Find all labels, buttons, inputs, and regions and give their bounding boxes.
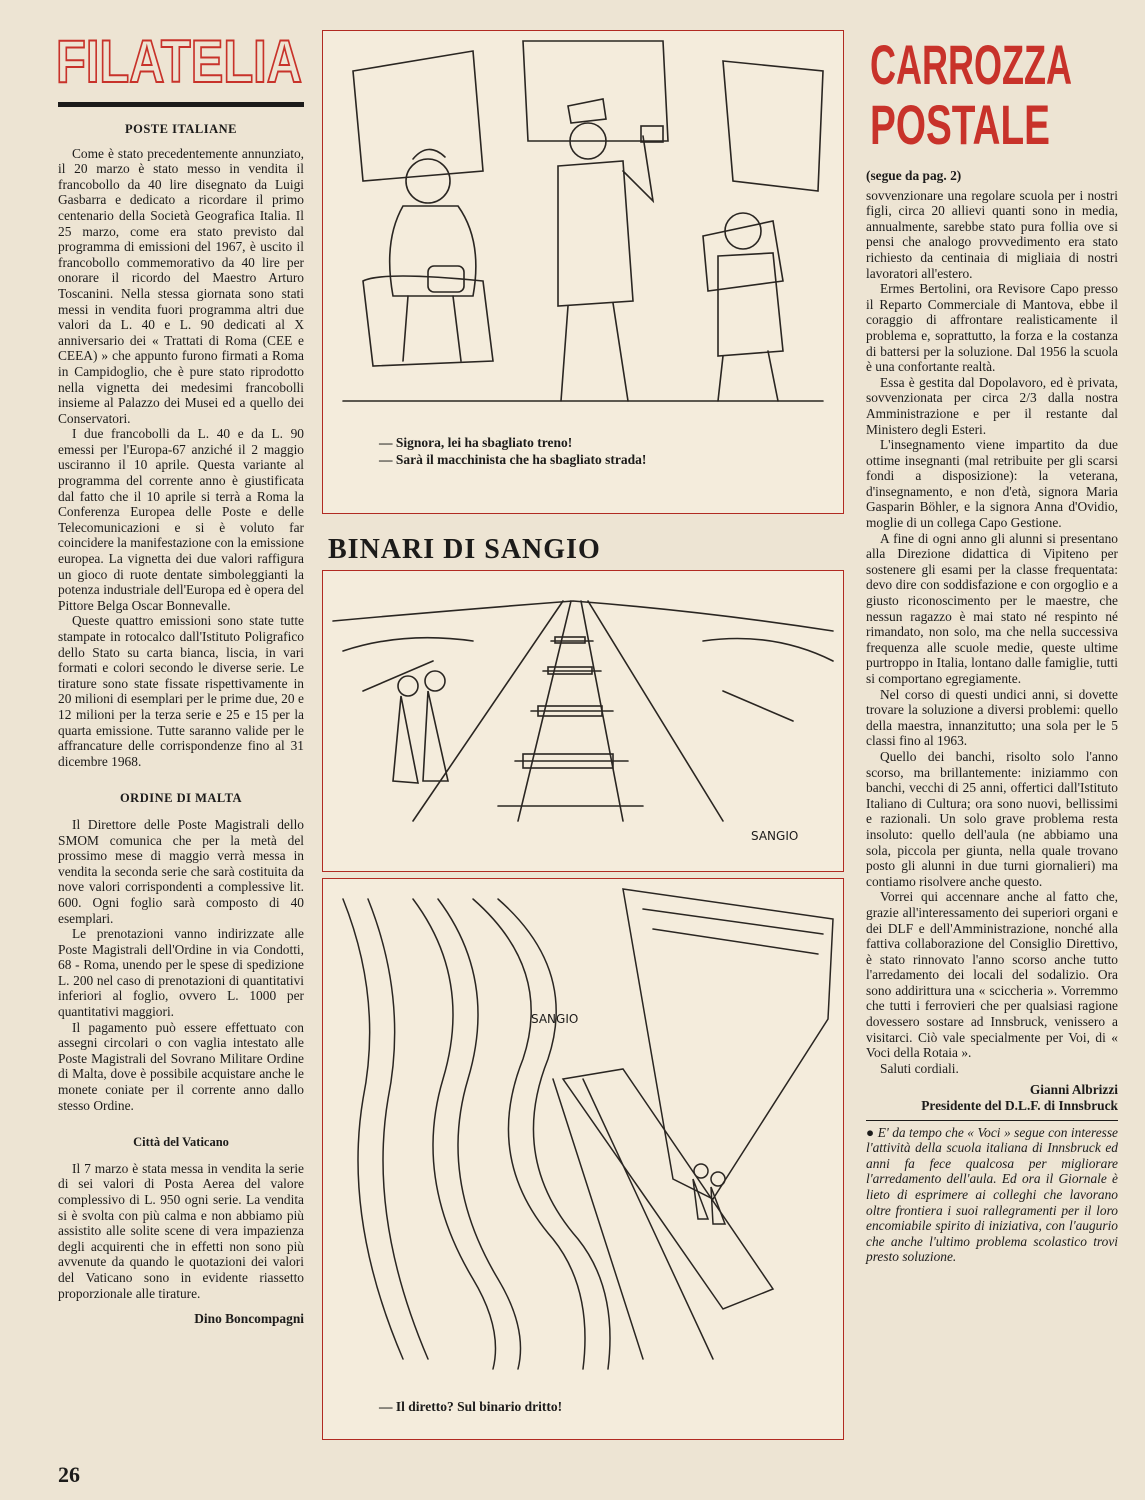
carrozza-postale-column (866, 168, 1118, 1265)
carrozza-postale-title (866, 30, 1076, 156)
cartoon-illustration-1 (323, 31, 843, 431)
editorial-note-text: E' da tempo che « Voci » segue con interesse l'attività della scuola italiana di Innsbruck ed anni fa fece qualcosa per migliorare l'arredamento dell'aula. Ed ora il Giornale è lieto di esprimere ai colleghi che lavorano oltre frontiera i suoi rallegramenti per il loro encomiabile spirito di iniziativa, con l'augurio che anche l'ultimo problema scolastico trovi presto soluzione. (866, 1124, 1118, 1265)
paragraph: Saluti cordiali. (880, 1060, 959, 1076)
paragraph: Le prenotazioni vanno indirizzate alle Poste Magistrali dell'Ordine in via Condotti, 68 - Roma, unendo per le spese di spedizione L. 200 nel caso di prenotazioni di quantitativi inferiori al foglio, ovvero L. 1000 per quantitativi maggiori. (58, 926, 304, 1020)
cartoon-caption-line: — Signora, lei ha sbagliato treno! (379, 435, 573, 450)
page-number: 26 (58, 1462, 80, 1487)
filatelia-title (54, 28, 304, 95)
title-line: POSTALE (870, 93, 1050, 156)
section-heading-poste-italiane: POSTE ITALIANE (124, 122, 237, 136)
cartoon-illustration-2 (323, 571, 843, 831)
editorial-note (866, 1125, 1118, 1265)
paragraph: I due francobolli da L. 40 e da L. 90 emessi per l'Europa-67 anziché il 2 maggio usciranno il 10 aprile. Questa variante al programma del corrente anno è giustificata dal fatto che il 10 aprile si terrà a Roma la Conferenza Europea delle Poste e delle Telecomunicazioni e si è voluto far coincidere la manifestazione con la emissione europea. La vignetta dei due valori raffigura un gioco di ruote dentate simboleggianti la potenza industriale dell'Europa ed è opera del Pittore Belga Oscar Bonnevalle. (58, 426, 304, 613)
cartoon-illustration-3 (323, 879, 843, 1379)
title-rule (58, 102, 304, 107)
filatelia-title-text: FILATELIA (56, 28, 302, 95)
paragraph: Il Direttore delle Poste Magistrali dello SMOM comunica che per la metà del prossimo mese di maggio verrà messa in vendita la seconda serie che sarà costituita da nove valori corrispondenti a complessive lit. 600. Ogni foglio sarà composto di 40 esemplari. (58, 816, 304, 926)
paragraph: Il 7 marzo è stata messa in vendita la serie di sei valori di Posta Aerea del valore complessivo di L. 950 ogni serie. La vendita si è svolta con più calma e non abbiamo più assistito alle solite scene di vera impazienza degli acquirenti che in effetti non sono più avvenute da quando le quotazioni dei valori del Vaticano sono in evidente riassetto proporzionale alle tirature. (58, 1160, 304, 1301)
cartoon-caption: — Il diretto? Sul binario dritto! (379, 1399, 563, 1414)
paragraph: L'insegnamento viene impartito da due ottime insegnanti (mal retribuite per gli scarsi fondi a disposizione): la veterana, d'insegnamento, e non d'età, signora Maria Gasparin Böhler, e la signora Anna d'Ovidio, moglie di un collega Capo Gestione. (866, 437, 1118, 531)
artist-signature: SANGIO (531, 1012, 579, 1026)
section-heading-ordine-di-malta: ORDINE DI MALTA (119, 791, 243, 806)
title-line: CARROZZA (870, 33, 1072, 96)
section-heading-citta-del-vaticano: Città del Vaticano (133, 1135, 229, 1150)
bullet-icon: ● (866, 1124, 878, 1140)
signature-title: Presidente del D.L.F. di Innsbruck (921, 1098, 1118, 1114)
paragraph: Nel corso di questi undici anni, si dovette trovare la soluzione a diversi problemi: quello della maestra, innanzitutto; una sola per le 5 classi fino al 1963. (866, 686, 1118, 749)
paragraph: A fine di ogni anno gli alunni si presentano alla Direzione didattica di Vipiteno per sostenere gli esami per la classe frequentata: devo dire con soddisfazione e con orgoglio e a giusto riconoscimento per le maestre, che nessun ragazzo è mai stato né respinto né rimandato, non solo, ma che nella successiva frequenza alle scuole medie, queste ultime purtroppo in Italia, lontano dalle famiglie, tutti si comportano egregiamente. (866, 530, 1118, 686)
cartoon-wavy-tracks (322, 878, 844, 1440)
author-signature: Dino Boncompagni (194, 1311, 304, 1327)
artist-signature: SANGIO (751, 829, 799, 843)
signature-name: Gianni Albrizzi (1029, 1082, 1118, 1098)
paragraph: Queste quattro emissioni sono state tutte stampate in rotocalco dall'Istituto Poligrafico dello Stato su carta bianca, liscia, in vari formati e colori secondo le diverse serie. Le tirature sono state fissate rispettivamente in 20 milioni di esemplari per le prime due, 20 e 12 milioni per la terza serie e 25 e 15 per la quarta emissione. Tutte saranno valide per le affrancature delle corrispondenze fino al 31 dicembre 1968. (58, 613, 304, 769)
paragraph: Essa è gestita dal Dopolavoro, ed è privata, sovvenzionata per circa 2/3 dalla nostra Amministrazione e per il restante dal Ministero degli Esteri. (866, 374, 1118, 437)
binari-di-sangio-title: BINARI DI SANGIO (328, 534, 601, 565)
paragraph: Il pagamento può essere effettuato con assegni circolari o con vaglia intestato alle Poste Magistrali del Sovrano Militare Ordine di Malta, dove è possibile acquistare anche le monete coniate per il corrente anno dallo stesso Ordine. (58, 1019, 304, 1113)
cartoon-train-compartment (322, 30, 844, 514)
cartoon-caption-line: — Sarà il macchinista che ha sbagliato strada! (379, 452, 647, 467)
paragraph: Ermes Bertolini, ora Revisore Capo presso il Reparto Commerciale di Mantova, ebbe il coraggio di affrontare realisticamente il problema e, soprattutto, la forza e la costanza di battersi per la soluzione. Dal 1956 la scuola è una confortante realtà. (866, 281, 1118, 375)
paragraph: Vorrei qui accennare anche al fatto che, grazie all'interessamento dei superiori organi e dei DLF e dell'Amministrazione, nonché alla fattiva collaborazione del Consiglio Direttivo, è stato rinnovato l'anno scorso anche tutto l'arredamento dei locali del sodalizio. Ora sono addirittura una « sciccheria ». Vorremmo che tutti i ferrovieri che per qualsiasi ragione dovessero sostare ad Innsbruck, venissero a visitarci. Ciò vale specialmente per Voi, di « Voci della Rotaia ». (866, 889, 1118, 1061)
continued-from: (segue da pag. 2) (866, 168, 962, 183)
filatelia-column (58, 122, 304, 1327)
paragraph: sovvenzionare una regolare scuola per i nostri figli, circa 20 allievi quanti sono in media, annualmente, sarebbe stato pura follia ove si pensi che analogo provvedimento era stato richiesto da centinaia di migliaia di nostri lavoratori all'estero. (866, 187, 1118, 281)
cartoon-narrow-gauge (322, 570, 844, 872)
paragraph: Quello dei banchi, risolto solo l'anno scorso, ma brillantemente: iniziammo con banchi, vecchi di 25 anni, offertici dall'Istituto Italiano di Cultura; ora sono nuovi, bellissimi e razionali. Un solo grave problema resta insoluto: quello dell'aula (ne abbiamo una sola, piccola per giunta, nella quale trovano posto gli alunni in due turni giornalieri) ma contiamo risolvere anche questo. (866, 748, 1118, 889)
paragraph: Come è stato precedentemente annunziato, il 20 marzo è stato messo in vendita il francobollo da 40 lire disegnato da Luigi Gasbarra e dedicato a ricordare il primo centenario della Società Geografica Italia. Il 25 marzo, come era stato previsto dal programma di emissioni del 1967, è uscito il francobollo commemorativo da 40 lire per onorare il ricordo del Maestro Arturo Toscanini. Nella stessa giornata sono stati messi in vendita fuori programma altri due valori da L. 40 e L. 90 dedicati al X anniversario dei « Trattati di Roma (CEE e CEEA) » che appunto furono firmati a Roma in Campidoglio, che è pure stato riprodotto nella vignetta dei medesimi francobolli insieme al Palazzo dei Musei ed a quello dei Conservatori. (58, 145, 304, 426)
